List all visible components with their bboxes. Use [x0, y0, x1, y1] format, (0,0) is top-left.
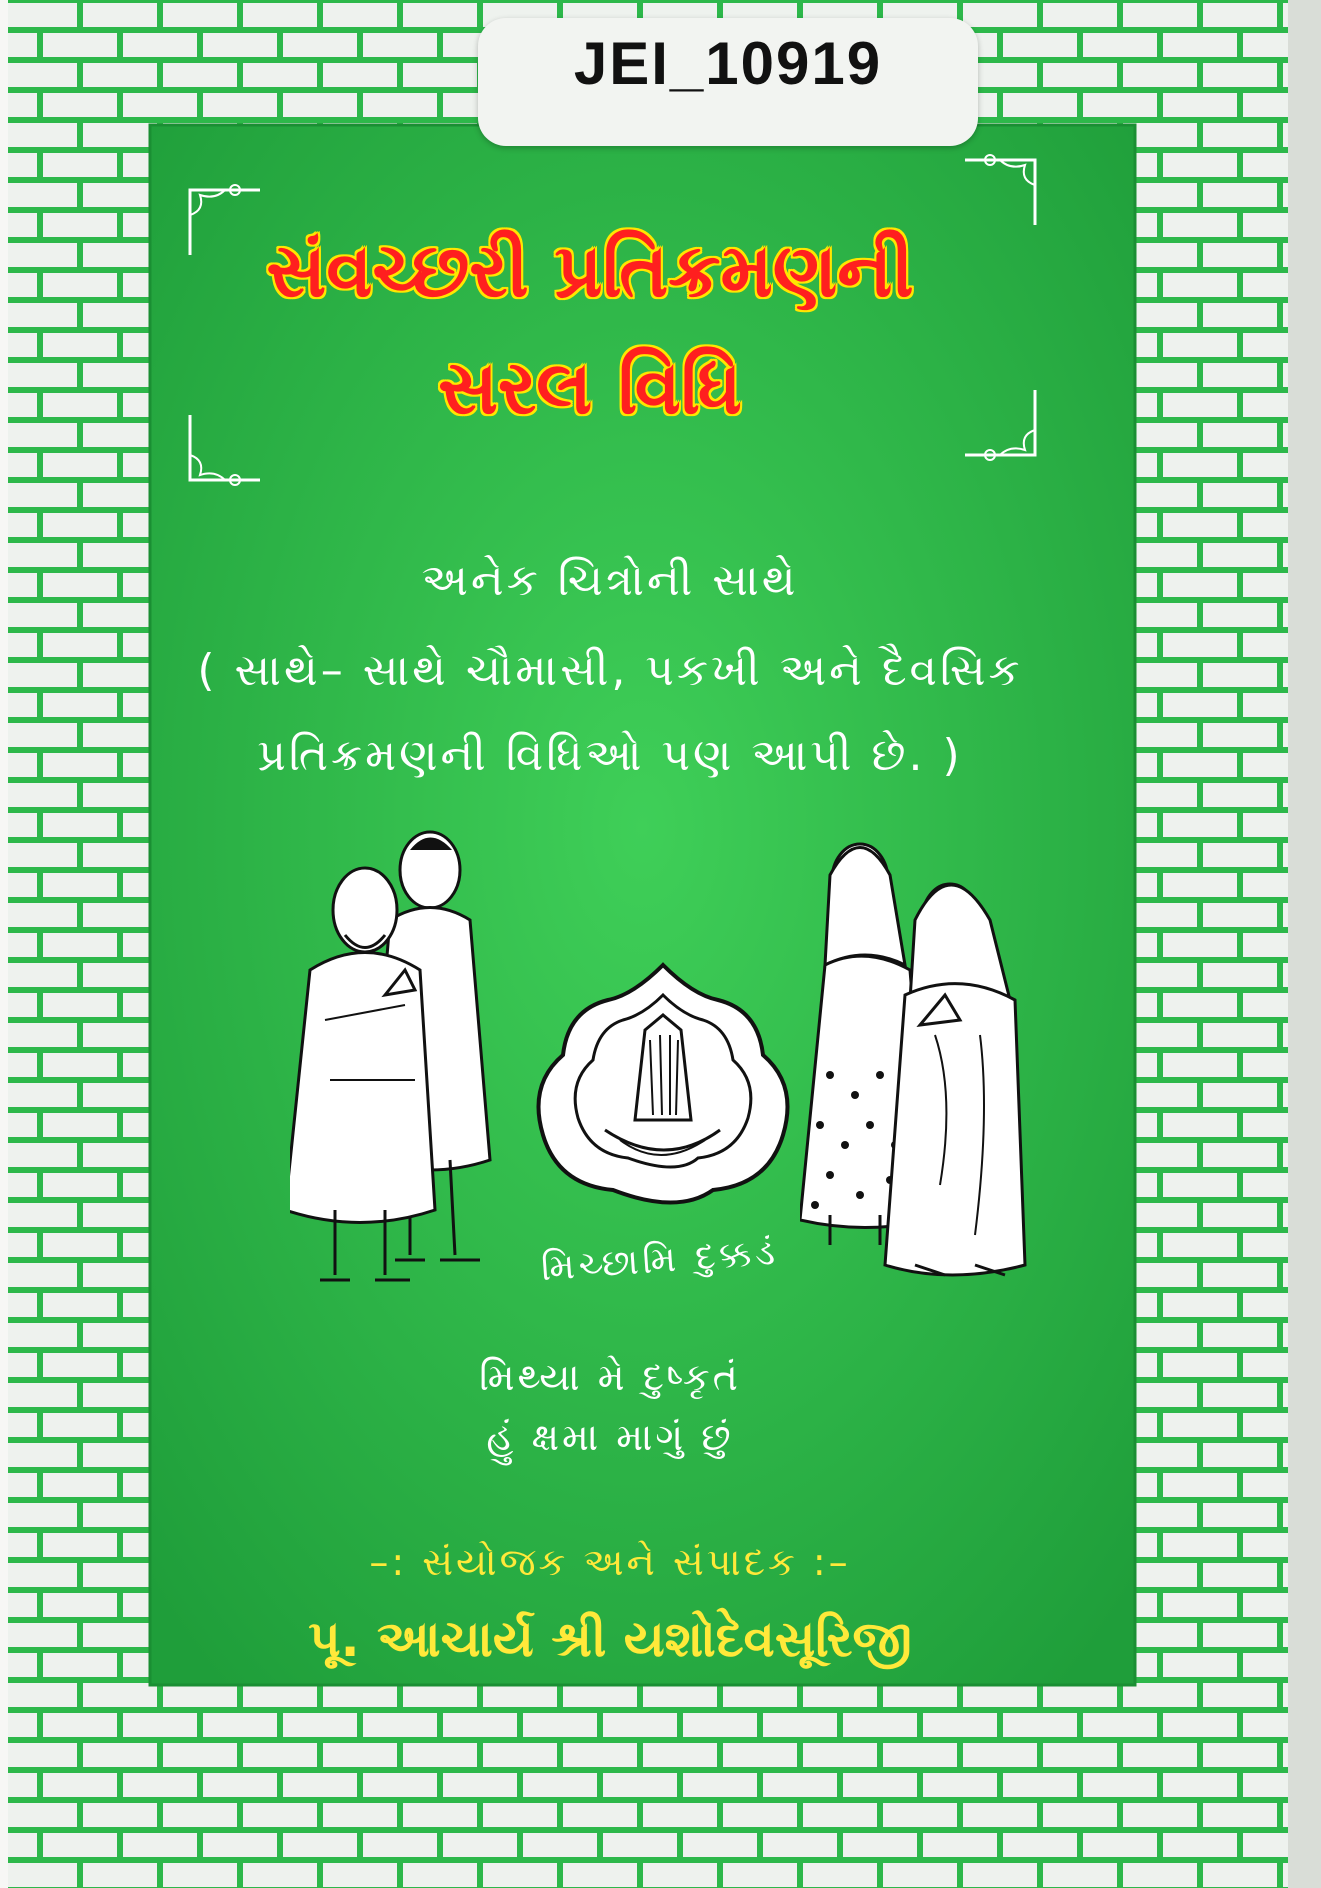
compiler-label: –: સંયોજક અને સંપાદક :– — [369, 1540, 851, 1584]
illustration-two-women — [800, 835, 1030, 1310]
catalog-label-text: JEI_10919 — [573, 29, 883, 97]
illustration-monk-and-layman — [290, 820, 520, 1320]
note-line-1: ( સાથે– સાથે ચૌમાસી, પકખી અને દૈવસિક — [197, 645, 1023, 696]
author-name: પૂ. આચાર્ય શ્રી યશોદેવસૂરિજી — [308, 1610, 912, 1668]
blessing-line-2: હું ક્ષમા માગું છું — [486, 1415, 734, 1459]
blessing-line-1: મિથ્યા મે દુષ્કૃતં — [479, 1355, 741, 1399]
emblem-caption: મિચ્છામિ દુક્કડં — [539, 1231, 781, 1290]
title-line-2: સરલ વિધિ — [438, 345, 742, 431]
subtitle: અનેક ચિત્રોની સાથે — [421, 555, 799, 606]
corner-ornament-top-right — [950, 150, 1040, 230]
title-line-1: સંવચ્છરી પ્રતિક્રમણની — [266, 228, 914, 314]
note-line-2: પ્રતિક્રમણની વિધિઓ પણ આપી છે. ) — [257, 730, 963, 781]
emblem-folded-hands — [535, 960, 790, 1230]
catalog-label — [478, 18, 978, 146]
